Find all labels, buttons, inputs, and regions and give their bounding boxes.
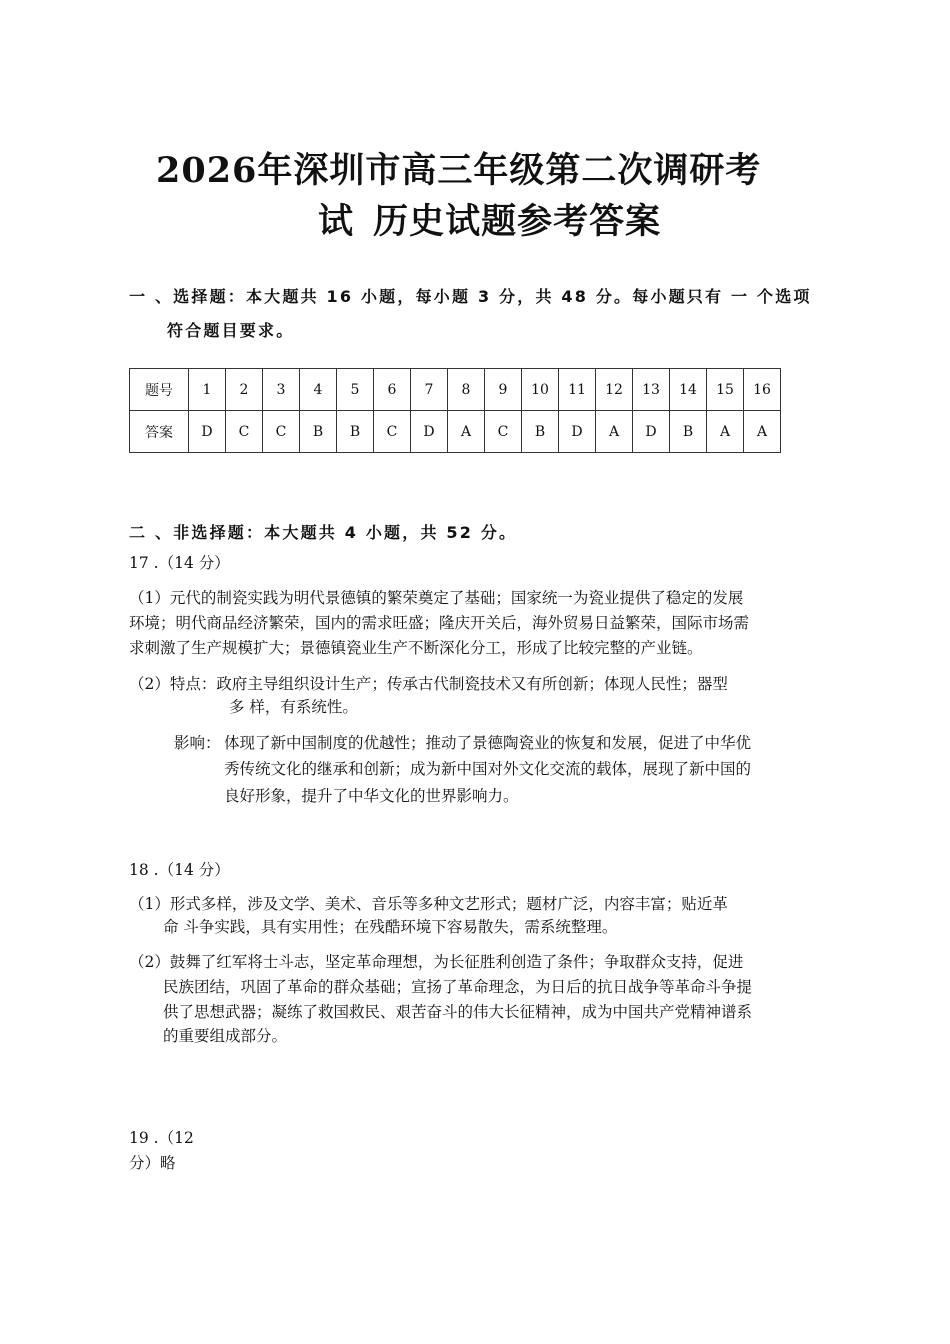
q17-impact-line-2: 秀传统文化的继承和创新；成为新中国对外文化交流的载体，展现了新中国的: [224, 760, 752, 778]
question-number-cell: 10: [522, 369, 559, 411]
q18-label: 18 .（14 分）: [129, 861, 230, 879]
question-number-row: [130, 369, 781, 411]
answer-cell: D: [189, 411, 226, 453]
answer-header: 答案: [130, 411, 189, 453]
answer-cell: B: [670, 411, 707, 453]
answer-table: [129, 368, 781, 453]
page-title-line-2: 试 历史试题参考答案: [318, 201, 662, 242]
answer-cell: A: [744, 411, 781, 453]
answer-cell: D: [411, 411, 448, 453]
q17-label: 17 .（14 分）: [129, 554, 230, 572]
q17-part1-line-2: 环境；明代商品经济繁荣，国内的需求旺盛；隆庆开关后，海外贸易日益繁荣，国际市场需: [129, 614, 750, 632]
question-number-cell: 1: [189, 369, 226, 411]
question-number-cell: 3: [263, 369, 300, 411]
question-number-cell: 5: [337, 369, 374, 411]
q18-part1-line-1: （1）形式多样，涉及文学、美术、音乐等多种文艺形式；题材广泛，内容丰富；贴近革: [129, 895, 728, 913]
question-number-cell: 15: [707, 369, 744, 411]
question-number-cell: 8: [448, 369, 485, 411]
question-number-cell: 16: [744, 369, 781, 411]
question-number-cell: 6: [374, 369, 411, 411]
question-number-cell: 11: [559, 369, 596, 411]
q17-part2-line-2: 多 样，有系统性。: [229, 698, 358, 716]
question-number-cell: 14: [670, 369, 707, 411]
q17-part1-line-3: 求刺激了生产规模扩大；景德镇瓷业生产不断深化分工，形成了比较完整的产业链。: [129, 639, 703, 657]
q17-impact-line-1: 体现了新中国制度的优越性；推动了景德陶瓷业的恢复和发展，促进了中华优: [224, 734, 752, 752]
q18-part2-line-1: （2）鼓舞了红军将士斗志，坚定革命理想，为长征胜利创造了条件；争取群众支持，促进: [129, 953, 744, 971]
question-number-cell: 9: [485, 369, 522, 411]
q17-part1-line-1: （1）元代的制瓷实践为明代景德镇的繁荣奠定了基础；国家统一为瓷业提供了稳定的发展: [129, 589, 744, 607]
answer-cell: B: [337, 411, 374, 453]
answer-cell: C: [485, 411, 522, 453]
q17-impact-label: 影响：: [174, 734, 221, 752]
question-number-cell: 12: [596, 369, 633, 411]
answer-cell: C: [374, 411, 411, 453]
q18-part2-line-3: 供了思想武器；凝练了救国救民、艰苦奋斗的伟大长征精神，成为中国共产党精神谱系: [163, 1003, 753, 1021]
section-one-heading: 一 、选择题：本大题共 16 小题，每小题 3 分，共 48 分。每小题只有 一 个选项: [129, 287, 812, 306]
answer-cell: A: [707, 411, 744, 453]
q19-label-line-1: 19 .（12: [129, 1129, 194, 1147]
q17-impact-line-3: 良好形象，提升了中华文化的世界影响力。: [224, 787, 519, 805]
page-title-line-1: 2026年深圳市高三年级第二次调研考: [156, 150, 762, 191]
answer-row: [130, 411, 781, 453]
answer-cell: B: [300, 411, 337, 453]
answer-cell: C: [226, 411, 263, 453]
q18-part2-line-2: 民族团结，巩固了革命的群众基础；宣扬了革命理念，为日后的抗日战争等革命斗争提: [163, 978, 753, 996]
question-number-cell: 13: [633, 369, 670, 411]
q18-part1-line-2: 命 斗争实践，具有实用性；在残酷环境下容易散失，需系统整理。: [163, 918, 618, 936]
section-one-heading-cont: 符合题目要求。: [167, 321, 295, 340]
question-number-cell: 2: [226, 369, 263, 411]
answer-cell: B: [522, 411, 559, 453]
question-number-cell: 4: [300, 369, 337, 411]
question-number-header: 题号: [130, 369, 189, 411]
answer-cell: D: [559, 411, 596, 453]
q17-part2-line-1: （2）特点：政府主导组织设计生产；传承古代制瓷技术又有所创新；体现人民性；器型: [129, 675, 728, 693]
q18-part2-line-4: 的重要组成部分。: [163, 1027, 288, 1045]
answer-cell: A: [596, 411, 633, 453]
answer-cell: C: [263, 411, 300, 453]
section-two-heading: 二 、非选择题：本大题共 4 小题，共 52 分。: [129, 523, 518, 542]
q19-label-line-2: 分）略: [129, 1154, 176, 1172]
question-number-cell: 7: [411, 369, 448, 411]
answer-cell: A: [448, 411, 485, 453]
answer-cell: D: [633, 411, 670, 453]
